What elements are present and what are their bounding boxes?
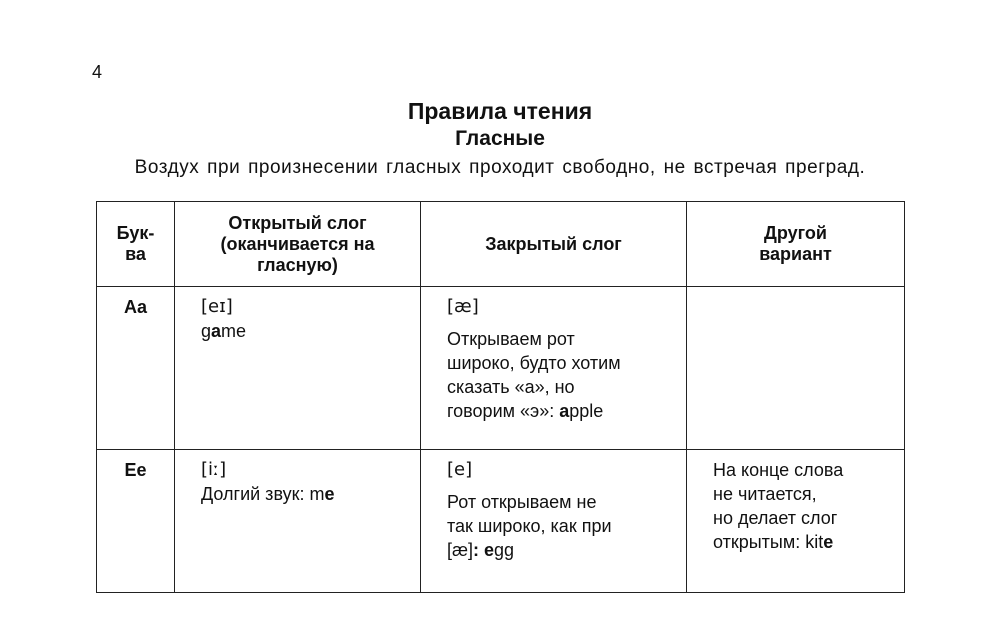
header-letter-line: ва: [125, 244, 146, 264]
example-word: [201, 482, 406, 506]
description-line: [447, 538, 672, 562]
page-number: 4: [92, 62, 103, 82]
description-line: [447, 399, 672, 423]
letter-cell: [97, 287, 175, 450]
open-syllable-cell: [175, 450, 421, 593]
description-line: не читается,: [713, 484, 817, 504]
example-part: говорим «э»:: [447, 401, 560, 421]
description-line: Рот открываем не: [447, 492, 597, 512]
other-variant-cell: [687, 450, 905, 593]
example-highlight: a: [211, 321, 222, 341]
header-other-line: вариант: [759, 244, 832, 264]
letter-label: Ee: [124, 460, 147, 480]
table-header-row: [97, 202, 905, 287]
header-open-line: (оканчивается на: [220, 233, 375, 254]
transcription: [æ]: [447, 296, 479, 317]
header-closed-syllable: [421, 202, 687, 287]
letter-cell: [97, 450, 175, 593]
header-closed-line: Закрытый слог: [485, 233, 622, 254]
example-part: [æ]: [447, 540, 474, 560]
example-part: gg: [494, 540, 515, 560]
example-highlight: e: [324, 484, 335, 504]
vowel-rules-table: [96, 201, 905, 593]
description-line: На конце слова: [713, 460, 844, 480]
header-open-line: Открытый слог: [228, 212, 367, 233]
page-subtitle: Гласные: [455, 127, 545, 150]
description-line: но делает слог: [713, 508, 838, 528]
open-syllable-cell: [175, 287, 421, 450]
table-row-e: [97, 450, 905, 593]
header-letter-line: Бук-: [116, 223, 155, 243]
example-part: g: [201, 321, 212, 341]
header-other-variant: [687, 202, 905, 287]
table-row-a: [97, 287, 905, 450]
example-highlight: : e: [473, 540, 495, 560]
transcription: [e]: [447, 459, 473, 480]
example-part: me: [221, 321, 247, 341]
transcription: [iː]: [201, 459, 227, 480]
description-line: сказать «а», но: [447, 377, 575, 397]
example-part: Долгий звук: m: [201, 484, 325, 504]
page-title: Правила чтения: [407, 98, 593, 124]
description-line: так широко, как при: [447, 516, 612, 536]
example-part: открытым: kit: [713, 532, 824, 552]
example-part: pple: [569, 401, 604, 421]
description-line: Открываем рот: [447, 329, 575, 349]
description-line: широко, будто хотим: [447, 353, 621, 373]
header-letter: [97, 202, 175, 287]
example-word: [201, 319, 406, 343]
letter-label: Aa: [123, 297, 147, 317]
header-open-line: гласную): [257, 254, 338, 275]
example-highlight: e: [823, 532, 834, 552]
closed-syllable-cell: [421, 287, 687, 450]
closed-syllable-cell: [421, 450, 687, 593]
example-highlight: a: [559, 401, 570, 421]
description-line: [713, 530, 894, 554]
header-other-line: Другой: [764, 223, 827, 243]
intro-paragraph: Воздух при произнесении гласных проходит свободно, не встречая преград.: [134, 157, 866, 178]
transcription: [eɪ]: [201, 296, 233, 317]
other-variant-cell: [687, 287, 905, 450]
header-open-syllable: [175, 202, 421, 287]
